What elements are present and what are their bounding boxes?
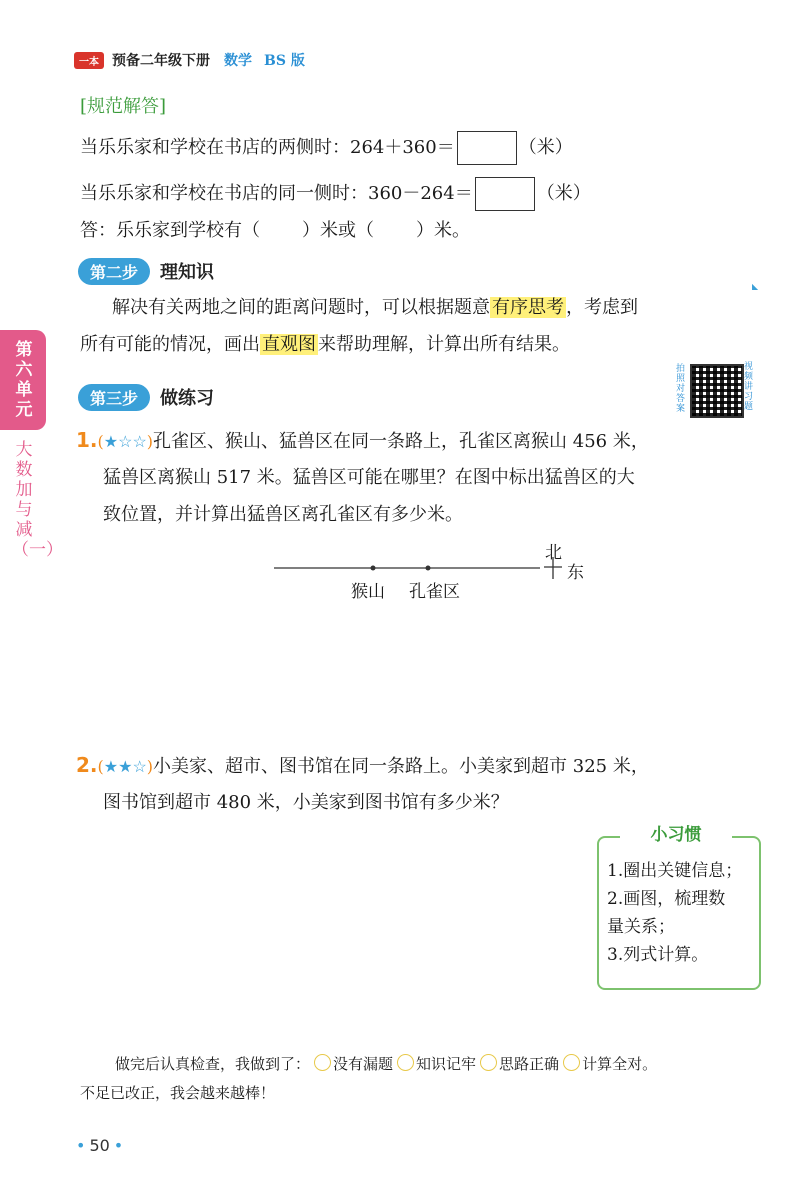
answer-text-b: ）米或（ bbox=[302, 220, 374, 241]
check-circle-icon[interactable] bbox=[480, 1054, 497, 1071]
check-item: 知识记牢 bbox=[416, 1055, 477, 1073]
check-item: 没有漏题 bbox=[333, 1055, 394, 1073]
problem-1-line-1 bbox=[76, 428, 649, 454]
problem-2-line-1 bbox=[76, 753, 649, 779]
problem-2-line-2: 图书馆到超市 480 米，小美家到图书馆有多少米？ bbox=[103, 792, 509, 813]
problem-2-number: 2. bbox=[76, 753, 98, 777]
knowledge-text-2a: 所有可能的情况，画出 bbox=[80, 334, 260, 355]
check-circle-icon[interactable] bbox=[314, 1054, 331, 1071]
knowledge-line-2 bbox=[80, 333, 570, 357]
qr-code-icon[interactable] bbox=[690, 364, 744, 418]
answer-box-1[interactable] bbox=[457, 131, 517, 165]
answer-box-2[interactable] bbox=[475, 177, 535, 211]
answer-line-1-unit: （米） bbox=[518, 137, 573, 158]
answer-line-1 bbox=[80, 131, 573, 165]
standard-answer-tag: [规范解答] bbox=[80, 96, 167, 117]
answer-line-2-text: 当乐乐家和学校在书店的同一侧时：360－264＝ bbox=[80, 183, 473, 204]
edition-label: BS 版 bbox=[264, 53, 305, 69]
subject-label: 数学 bbox=[224, 53, 252, 69]
habit-item: 2.画图，梳理数 bbox=[607, 889, 726, 909]
answer-line-2 bbox=[80, 177, 591, 211]
habit-title: 小习惯 bbox=[620, 822, 732, 848]
problem-1-line-3: 致位置，并计算出猛兽区离孔雀区有多少米。 bbox=[103, 504, 463, 525]
highlight-intuitive-diagram: 直观图 bbox=[262, 334, 316, 355]
knowledge-text-1b: ，考虑到 bbox=[566, 297, 638, 318]
qr-caption-right: 视频讲习题 bbox=[744, 362, 754, 412]
difficulty-stars-icon: (★★☆) bbox=[97, 757, 154, 776]
answer-line-1-text: 当乐乐家和学校在书店的两侧时：264＋360＝ bbox=[80, 137, 455, 158]
peacock-label: 孔雀区 bbox=[409, 582, 460, 602]
difficulty-stars-icon: (★☆☆) bbox=[97, 432, 154, 451]
step-3-title: 做练习 bbox=[160, 388, 215, 409]
habit-item: 量关系； bbox=[607, 917, 675, 937]
problem-1-line-2: 猛兽区离猴山 517 米。猛兽区可能在哪里？在图中标出猛兽区的大 bbox=[103, 467, 635, 488]
step-2-badge: 第二步 bbox=[78, 258, 150, 285]
step-2-title: 理知识 bbox=[160, 262, 215, 283]
east-label: 东 bbox=[567, 563, 584, 583]
self-check-line bbox=[115, 1054, 657, 1074]
problem-1-number: 1. bbox=[76, 428, 98, 452]
check-circle-icon[interactable] bbox=[563, 1054, 580, 1071]
knowledge-line-1 bbox=[112, 296, 638, 320]
habit-item: 3.列式计算。 bbox=[607, 945, 709, 965]
qr-caption-left: 拍照对答案 bbox=[676, 364, 686, 414]
problem-1-text-1: 孔雀区、猴山、猛兽区在同一条路上，孔雀区离猴山 456 米， bbox=[153, 431, 649, 452]
publisher-logo: 一本 bbox=[74, 52, 104, 69]
answer-statement bbox=[80, 219, 470, 243]
self-check-intro: 做完后认真检查，我做到了： bbox=[115, 1055, 311, 1073]
answer-line-2-unit: （米） bbox=[536, 183, 591, 204]
knowledge-text-1a: 解决有关两地之间的距离问题时，可以根据题意 bbox=[112, 297, 490, 318]
topic-label: 大数加与减（一） bbox=[12, 440, 63, 560]
check-circle-icon[interactable] bbox=[397, 1054, 414, 1071]
step-3-badge: 第三步 bbox=[78, 384, 150, 411]
highlight-ordered-thinking: 有序思考 bbox=[492, 297, 564, 318]
unit-label: 第六单元 bbox=[15, 340, 33, 420]
monkey-label: 猴山 bbox=[351, 582, 385, 602]
self-check-line-2: 不足已改正，我会越来越棒！ bbox=[80, 1084, 276, 1102]
habit-list bbox=[607, 857, 742, 969]
page-header bbox=[74, 50, 305, 70]
page-number: • 50 • bbox=[76, 1136, 124, 1155]
answer-text-c: ）米。 bbox=[416, 220, 470, 241]
page-number-value: 50 bbox=[89, 1136, 110, 1155]
answer-text-a: 答：乐乐家到学校有（ bbox=[80, 220, 260, 241]
knowledge-text-2b: 来帮助理解，计算出所有结果。 bbox=[318, 334, 570, 355]
check-item: 计算全对。 bbox=[582, 1055, 658, 1073]
problem-2-text-1: 小美家、超市、图书馆在同一条路上。小美家到超市 325 米， bbox=[153, 756, 649, 777]
triangle-mark-icon: ◣ bbox=[752, 282, 759, 291]
north-label: 北 bbox=[545, 543, 562, 563]
step-2-heading bbox=[78, 258, 214, 284]
habit-item: 1.圈出关键信息； bbox=[607, 861, 743, 881]
book-title: 预备二年级下册 bbox=[112, 53, 210, 69]
monkey-point bbox=[371, 566, 376, 571]
step-3-heading bbox=[78, 384, 214, 410]
peacock-point bbox=[426, 566, 431, 571]
check-item: 思路正确 bbox=[499, 1055, 560, 1073]
